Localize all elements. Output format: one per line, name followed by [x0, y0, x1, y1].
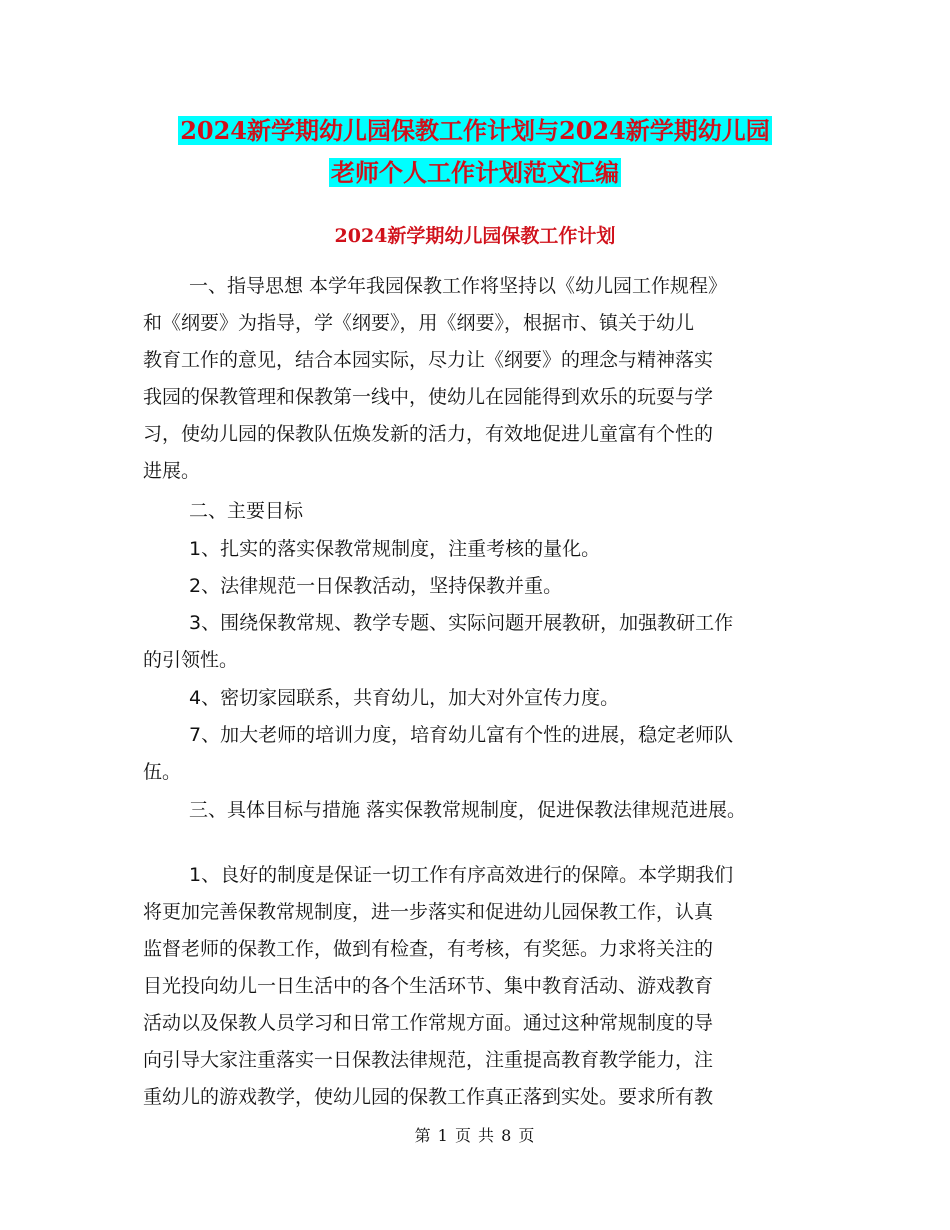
paragraph-line: 1、良好的制度是保证一切工作有序高效进行的保障。本学期我们	[189, 864, 734, 886]
list-item: 3、围绕保教常规、教学专题、实际问题开展教研，加强教研工作	[189, 612, 734, 634]
section-title: 2024新学期幼儿园保教工作计划	[334, 225, 616, 247]
paragraph-line: 习，使幼儿园的保教队伍焕发新的活力，有效地促进儿童富有个性的	[143, 423, 714, 445]
list-item: 2、法律规范一日保教活动，坚持保教并重。	[189, 575, 563, 597]
heading-main-goals: 二、主要目标	[189, 500, 304, 522]
paragraph-line: 将更加完善保教常规制度，进一步落实和促进幼儿园保教工作，认真	[143, 901, 714, 923]
page-footer: 第 1 页 共 8 页	[414, 1126, 536, 1145]
paragraph-line: 一、指导思想 本学年我园保教工作将坚持以《幼儿园工作规程》	[189, 275, 728, 297]
document-title-line-1: 2024新学期幼儿园保教工作计划与2024新学期幼儿园	[180, 116, 770, 145]
heading-specific-goals: 三、具体目标与措施 落实保教常规制度，促进保教法律规范进展。	[189, 799, 747, 821]
paragraph-line: 目光投向幼儿一日生活中的各个生活环节、集中教育活动、游戏教育	[143, 975, 714, 997]
list-item: 7、加大老师的培训力度，培育幼儿富有个性的进展，稳定老师队	[189, 724, 734, 746]
document-title-line-2: 老师个人工作计划范文汇编	[331, 158, 619, 187]
paragraph-line: 我园的保教管理和保教第一线中，使幼儿在园能得到欢乐的玩耍与学	[143, 386, 714, 408]
list-item: 1、扎实的落实保教常规制度，注重考核的量化。	[189, 538, 601, 560]
paragraph-line: 教育工作的意见，结合本园实际，尽力让《纲要》的理念与精神落实	[143, 349, 714, 371]
paragraph-line: 进展。	[143, 460, 201, 482]
paragraph-line: 向引导大家注重落实一日保教法律规范，注重提高教育教学能力，注	[143, 1049, 714, 1071]
paragraph-line: 监督老师的保教工作，做到有检查，有考核，有奖惩。力求将关注的	[143, 938, 714, 960]
paragraph-line: 活动以及保教人员学习和日常工作常规方面。通过这种常规制度的导	[143, 1012, 714, 1034]
list-item-continuation: 伍。	[143, 761, 182, 783]
paragraph-line: 和《纲要》为指导，学《纲要》，用《纲要》，根据市、镇关于幼儿	[143, 312, 695, 334]
list-item-continuation: 的引领性。	[143, 649, 239, 671]
list-item: 4、密切家园联系，共育幼儿，加大对外宣传力度。	[189, 687, 620, 709]
paragraph-line: 重幼儿的游戏教学，使幼儿园的保教工作真正落到实处。要求所有教	[143, 1086, 714, 1108]
